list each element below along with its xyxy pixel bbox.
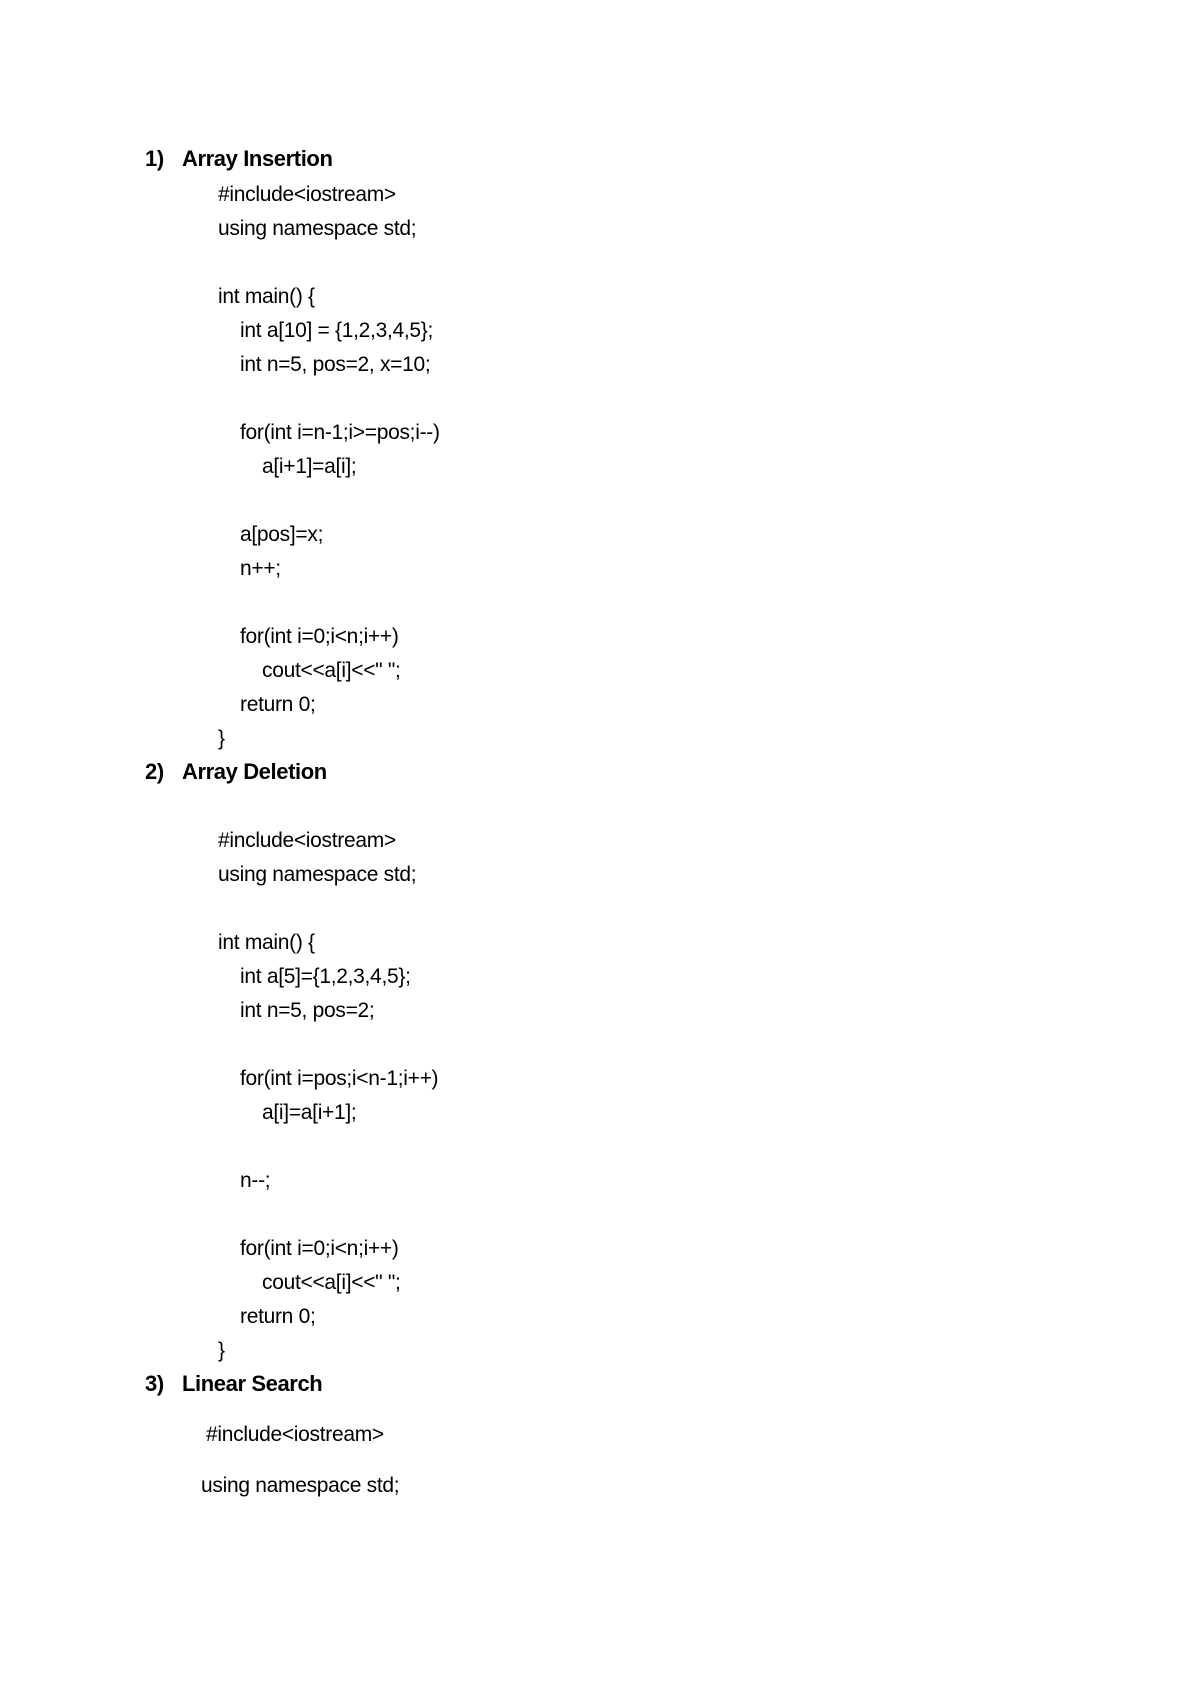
code-line: using namespace std; xyxy=(218,863,417,886)
code-line: a[pos]=x; xyxy=(240,523,324,546)
code-line: #include<iostream> xyxy=(218,829,396,852)
section-title: Array Deletion xyxy=(182,759,327,784)
section-number: 1) xyxy=(145,146,164,171)
code-line: return 0; xyxy=(240,693,316,716)
code-line: int n=5, pos=2, x=10; xyxy=(240,353,431,376)
code-line: n++; xyxy=(240,557,281,580)
code-line: return 0; xyxy=(240,1305,316,1328)
code-line: for(int i=pos;i<n-1;i++) xyxy=(240,1067,439,1090)
code-line: int a[10] = {1,2,3,4,5}; xyxy=(240,319,434,342)
code-line: #include<iostream> xyxy=(206,1423,384,1446)
section-title: Array Insertion xyxy=(182,146,333,171)
code-line: cout<<a[i]<<" "; xyxy=(262,1271,401,1294)
code-line: a[i]=a[i+1]; xyxy=(262,1101,357,1124)
code-line: cout<<a[i]<<" "; xyxy=(262,659,401,682)
section-number: 2) xyxy=(145,759,164,784)
code-line: } xyxy=(218,727,225,750)
section-title: Linear Search xyxy=(182,1371,323,1396)
code-line: #include<iostream> xyxy=(218,183,396,206)
code-line: int main() { xyxy=(218,931,315,954)
code-line: n--; xyxy=(240,1169,271,1192)
code-line: a[i+1]=a[i]; xyxy=(262,455,357,478)
section-number: 3) xyxy=(145,1371,164,1396)
code-line: int n=5, pos=2; xyxy=(240,999,375,1022)
code-line: int a[5]={1,2,3,4,5}; xyxy=(240,965,411,988)
code-line: for(int i=0;i<n;i++) xyxy=(240,1237,399,1260)
code-line: int main() { xyxy=(218,285,315,308)
code-line: using namespace std; xyxy=(201,1474,400,1497)
code-line: using namespace std; xyxy=(218,217,417,240)
code-line: } xyxy=(218,1339,225,1362)
code-line: for(int i=0;i<n;i++) xyxy=(240,625,399,648)
code-line: for(int i=n-1;i>=pos;i--) xyxy=(240,421,440,444)
